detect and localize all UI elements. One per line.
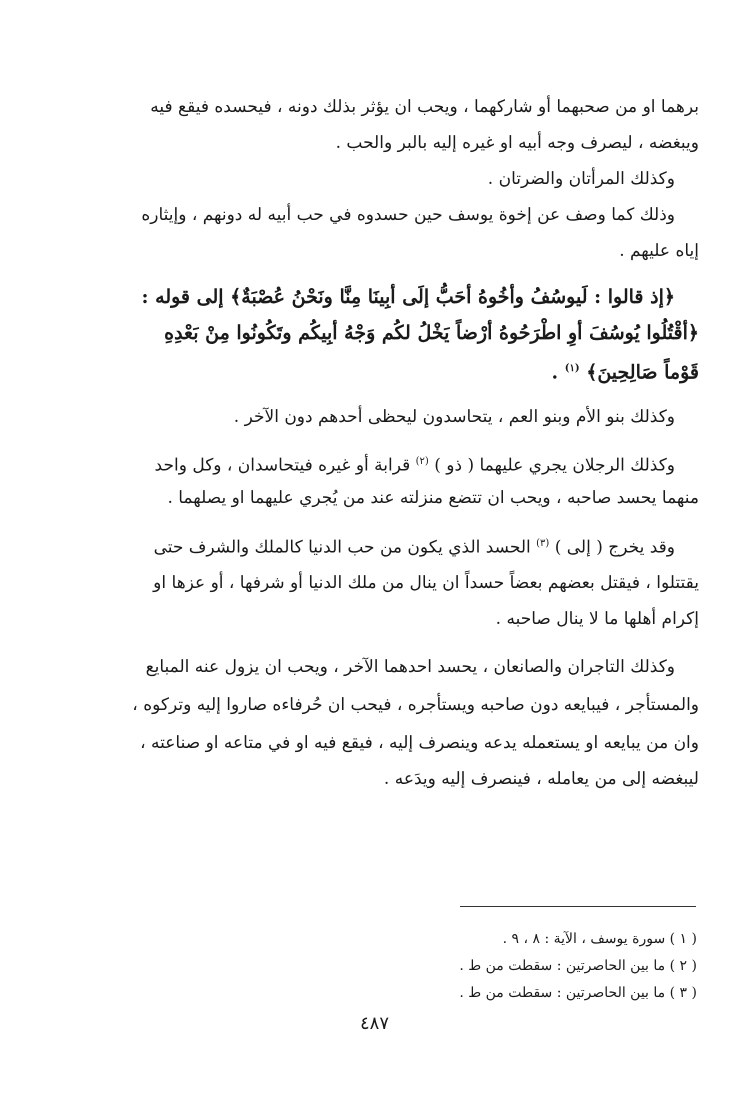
text-line: وكذلك بنو الأم وبنو العم ، يتحاسدون ليحظى أحدهم دون الآخر . (233, 407, 675, 427)
footnote-divider (460, 906, 696, 907)
footnote-3: ( ٣ ) ما بين الحاصرتين : سقطت من ط . (459, 985, 697, 1001)
text-fragment: وقد يخرج ( إلى ) (554, 537, 675, 558)
quran-verse-line: ﴿أقْتُلُوا يُوسُفَ أوِ اطْرَحُوهُ أرْضاً يَخْلُ لكُم وَجْهُ أبِيكُم وتَكُونُوا مِنْ بَعْدِهِ (164, 322, 699, 344)
text-line (49, 529, 675, 563)
footnote-2: ( ٢ ) ما بين الحاصرتين : سقطت من ط . (459, 958, 697, 974)
text-line (49, 447, 675, 481)
text-line: وذلك كما وصف عن إخوة يوسف حين حسدوه في حب أبيه له دونهم ، وإيثاره (141, 205, 675, 225)
quran-verse-line: ﴿إذ قالوا : لَيوسُفُ وأخُوهُ أحَبُّ إلَى أبِينَا مِنَّا ونَحْنُ عُصْبَةٌ﴾ إلى قوله : (141, 286, 675, 308)
text-line: يقتتلوا ، فيقتل بعضهم بعضاً حسداً ان ينال من ملك الدنيا أو شرفها ، أو عزها او (153, 573, 699, 593)
page-number: ٤٨٧ (359, 1013, 389, 1034)
footnote-ref: (٣) (536, 538, 550, 549)
text-line: برهما او من صحبهما أو شاركهما ، ويحب ان يؤثر بذلك دونه ، فيحسده فيقع فيه (150, 97, 699, 117)
text-fragment: وكذلك الرجلان يجري عليهما ( ذو ) (434, 455, 675, 476)
text-line: منهما يحسد صاحبه ، ويحب ان تتضع منزلته عند من يُجري عليهما او يصلهما . (167, 488, 699, 508)
text-line: وكذلك التاجران والصانعان ، يحسد احدهما الآخر ، ويحب ان يزول عنه المبايع (145, 657, 675, 677)
period: . (551, 361, 559, 384)
quran-verse-line (49, 354, 699, 387)
text-line: ويبغضه ، ليصرف وجه أبيه او غيره إليه بالبر والحب . (335, 133, 699, 153)
text-line: ليبغضه إلى من يعامله ، فينصرف إليه ويدَعه . (383, 769, 699, 789)
text-line: وان من يبايعه او يستعمله يدعه وينصرف إليه ، فيقع فيه او في متاعه او صناعته ، (140, 733, 699, 753)
text-fragment: قرابة أو غيره فيتحاسدان ، وكل واحد (154, 455, 411, 476)
text-line: وكذلك المرأتان والضرتان . (487, 169, 675, 189)
text-line: والمستأجر ، فيبايعه دون صاحبه ويستأجره ، فيحب ان حُرفاءه صاروا إليه وتركوه ، (132, 695, 699, 715)
text-line: إكرام أهلها ما لا ينال صاحبه . (495, 609, 699, 629)
main-text (49, 0, 699, 800)
footnote-ref: (٢) (415, 456, 429, 467)
text-line: إياه عليهم . (619, 241, 699, 261)
footnote-1: ( ١ ) سورة يوسف ، الآية : ٨ ، ٩ . (502, 931, 697, 947)
text-fragment: الحسد الذي يكون من حب الدنيا كالملك والشرف حتى (153, 537, 531, 558)
footnote-ref: (١) (564, 363, 580, 374)
quran-verse-end: قَوْماً صَالِحِينَ﴾ (586, 361, 699, 384)
